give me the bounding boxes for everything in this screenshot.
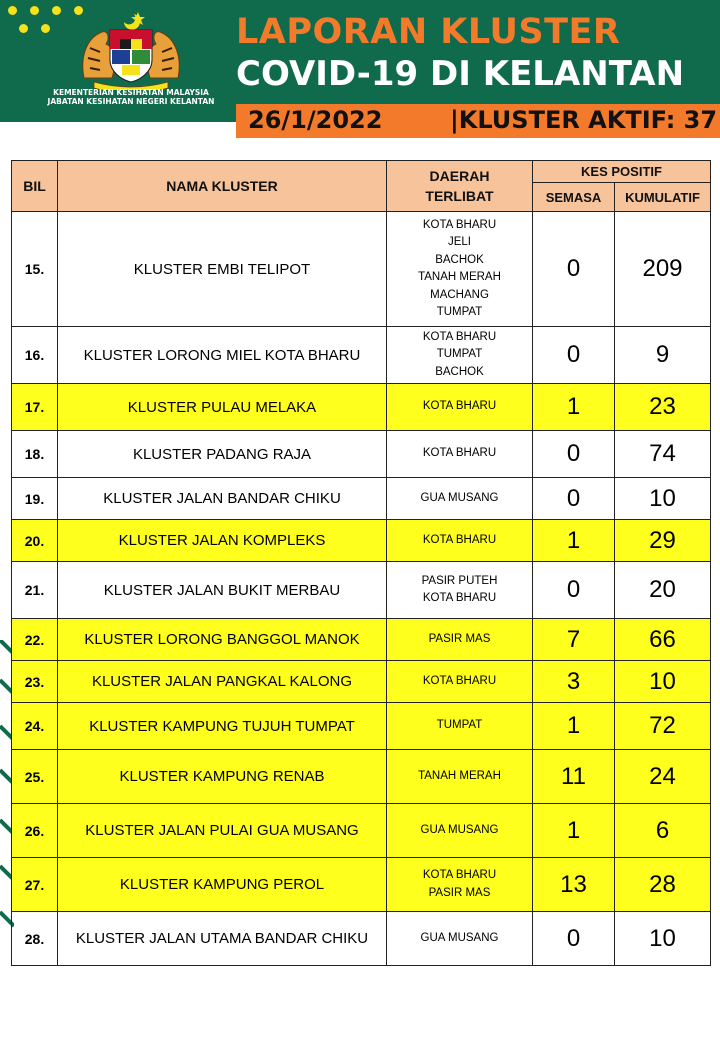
row-number: 15.: [12, 212, 58, 327]
district-name: GUA MUSANG: [420, 931, 499, 944]
row-number: 20.: [12, 520, 58, 562]
row-number: 28.: [12, 912, 58, 966]
cumulative-cases: 23: [615, 384, 711, 431]
current-cases: 1: [533, 520, 615, 562]
current-cases: 1: [533, 384, 615, 431]
table-row: [12, 858, 711, 912]
current-cases: 0: [533, 562, 615, 619]
table-row: [12, 520, 711, 562]
districts-involved: [387, 520, 533, 562]
header-semasa: SEMASA: [533, 183, 615, 212]
district-name: KOTA BHARU: [422, 330, 497, 343]
table-row: [12, 661, 711, 703]
report-subtitle: COVID-19 DI KELANTAN: [236, 54, 685, 94]
agency-line2: JABATAN KESIHATAN NEGERI KELANTAN: [47, 97, 215, 106]
district-name: PASIR MAS: [428, 632, 491, 645]
header-daerah-terlibat: [387, 161, 533, 212]
row-number: 17.: [12, 384, 58, 431]
table-row: [12, 912, 711, 966]
districts-involved: [387, 478, 533, 520]
row-number: 19.: [12, 478, 58, 520]
district-name: KOTA BHARU: [422, 674, 497, 687]
row-number: 27.: [12, 858, 58, 912]
district-name: TANAH MERAH: [418, 769, 501, 782]
cumulative-cases: 6: [615, 804, 711, 858]
table-row: [12, 562, 711, 619]
district-name: BACHOK: [435, 253, 484, 266]
report-date: 26/1/2022: [248, 106, 383, 134]
current-cases: 0: [533, 912, 615, 966]
districts-involved: [387, 562, 533, 619]
row-number: 21.: [12, 562, 58, 619]
cumulative-cases: 209: [615, 212, 711, 327]
current-cases: 0: [533, 327, 615, 384]
district-name: TANAH MERAH: [418, 271, 501, 283]
districts-involved: [387, 431, 533, 478]
cumulative-cases: 9: [615, 327, 711, 384]
cumulative-cases: 28: [615, 858, 711, 912]
districts-involved: [387, 750, 533, 804]
district-name: TUMPAT: [436, 348, 483, 361]
header-kes-positif: KES POSITIF: [533, 161, 711, 183]
district-name: TUMPAT: [436, 719, 483, 732]
district-name: KOTA BHARU: [422, 533, 497, 546]
report-title: LAPORAN KLUSTER: [236, 12, 621, 52]
current-cases: 1: [533, 703, 615, 750]
cumulative-cases: 10: [615, 478, 711, 520]
row-number: 18.: [12, 431, 58, 478]
districts-involved: [387, 619, 533, 661]
table-row: [12, 750, 711, 804]
header-nama-kluster: NAMA KLUSTER: [58, 161, 387, 212]
cluster-name: KLUSTER LORONG BANGGOL MANOK: [58, 619, 387, 661]
cluster-name: KLUSTER KAMPUNG TUJUH TUMPAT: [58, 703, 387, 750]
district-name: KOTA BHARU: [422, 218, 497, 231]
cumulative-cases: 20: [615, 562, 711, 619]
row-number: 16.: [12, 327, 58, 384]
header-bil: BIL: [12, 161, 58, 212]
header-daerah-line1: DAERAH: [429, 168, 490, 184]
districts-involved: [387, 858, 533, 912]
district-name: GUA MUSANG: [420, 491, 499, 504]
current-cases: 1: [533, 804, 615, 858]
districts-involved: [387, 912, 533, 966]
cumulative-cases: 66: [615, 619, 711, 661]
current-cases: 0: [533, 212, 615, 327]
cluster-name: KLUSTER JALAN PANGKAL KALONG: [58, 661, 387, 703]
active-cluster-count: |KLUSTER AKTIF: 37: [450, 106, 718, 134]
cluster-name: KLUSTER LORONG MIEL KOTA BHARU: [58, 327, 387, 384]
current-cases: 7: [533, 619, 615, 661]
table-row: [12, 431, 711, 478]
districts-involved: [387, 327, 533, 384]
row-number: 23.: [12, 661, 58, 703]
cumulative-cases: 29: [615, 520, 711, 562]
district-name: PASIR PUTEH: [421, 574, 498, 587]
current-cases: 11: [533, 750, 615, 804]
district-name: BACHOK: [435, 365, 484, 378]
districts-involved: [387, 661, 533, 703]
table-row: [12, 327, 711, 384]
table-row: [12, 478, 711, 520]
current-cases: 0: [533, 431, 615, 478]
cluster-name: KLUSTER EMBI TELIPOT: [58, 212, 387, 327]
cluster-name: KLUSTER KAMPUNG PEROL: [58, 858, 387, 912]
cumulative-cases: 74: [615, 431, 711, 478]
cluster-name: KLUSTER PADANG RAJA: [58, 431, 387, 478]
districts-involved: [387, 804, 533, 858]
table-row: [12, 703, 711, 750]
cluster-name: KLUSTER JALAN KOMPLEKS: [58, 520, 387, 562]
district-name: KOTA BHARU: [422, 400, 497, 413]
cluster-name: KLUSTER JALAN BANDAR CHIKU: [58, 478, 387, 520]
district-name: KOTA BHARU: [422, 447, 497, 460]
agency-name: [36, 88, 226, 106]
district-name: MACHANG: [430, 288, 489, 301]
row-number: 26.: [12, 804, 58, 858]
header-daerah-line2: TERLIBAT: [425, 188, 494, 204]
coat-of-arms-icon: [76, 8, 186, 90]
districts-involved: [387, 212, 533, 327]
districts-involved: [387, 703, 533, 750]
cumulative-cases: 72: [615, 703, 711, 750]
cumulative-cases: 24: [615, 750, 711, 804]
cluster-table: [11, 160, 711, 966]
row-number: 22.: [12, 619, 58, 661]
row-number: 25.: [12, 750, 58, 804]
current-cases: 3: [533, 661, 615, 703]
agency-line1: KEMENTERIAN KESIHATAN MALAYSIA: [53, 88, 209, 97]
table-row: [12, 619, 711, 661]
district-name: KOTA BHARU: [422, 869, 497, 881]
row-number: 24.: [12, 703, 58, 750]
district-name: KOTA BHARU: [422, 592, 497, 604]
district-name: PASIR MAS: [428, 886, 491, 899]
current-cases: 13: [533, 858, 615, 912]
cumulative-cases: 10: [615, 912, 711, 966]
cluster-name: KLUSTER JALAN PULAI GUA MUSANG: [58, 804, 387, 858]
cluster-name: KLUSTER KAMPUNG RENAB: [58, 750, 387, 804]
header-kumulatif: KUMULATIF: [615, 183, 711, 212]
cluster-name: KLUSTER PULAU MELAKA: [58, 384, 387, 431]
cluster-name: KLUSTER JALAN BUKIT MERBAU: [58, 562, 387, 619]
cluster-name: KLUSTER JALAN UTAMA BANDAR CHIKU: [58, 912, 387, 966]
current-cases: 0: [533, 478, 615, 520]
cumulative-cases: 10: [615, 661, 711, 703]
districts-involved: [387, 384, 533, 431]
district-name: GUA MUSANG: [420, 823, 499, 836]
table-row: [12, 212, 711, 327]
table-row: [12, 384, 711, 431]
district-name: TUMPAT: [436, 306, 483, 318]
table-row: [12, 804, 711, 858]
district-name: JELI: [447, 236, 471, 248]
